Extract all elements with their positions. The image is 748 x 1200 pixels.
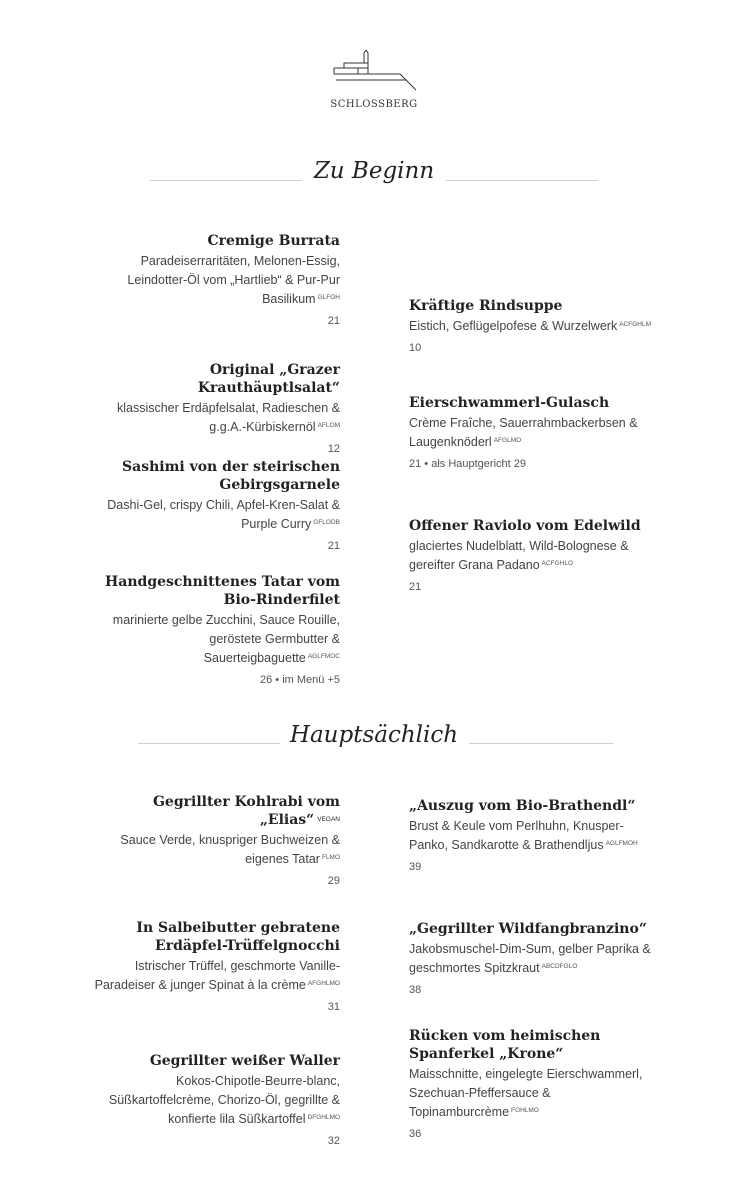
- dish-description: Dashi-Gel, crispy Chili, Apfel-Kren-Salat & Purple Curry: [107, 498, 340, 531]
- allergen-codes: GLFOH: [317, 294, 340, 301]
- allergen-codes: AFGHLMO: [307, 980, 340, 987]
- allergen-codes: FLMO: [321, 854, 340, 861]
- allergen-codes: ACFGHLO: [541, 560, 574, 567]
- dish-price: 12: [327, 443, 340, 455]
- menu-item: [80, 573, 340, 686]
- menu-item: [80, 361, 340, 455]
- dish-description: Paradeiserraritäten, Melonen-Essig, Leindotter-Öl vom „Hartlieb“ & Pur-Pur Basilikum: [127, 254, 340, 306]
- menu-item: [80, 232, 340, 327]
- dish-price: 38: [409, 984, 422, 996]
- dish-price: 32: [327, 1135, 340, 1147]
- allergen-codes: AFLOM: [317, 422, 340, 429]
- dish-name: Offener Raviolo vom Edelwild: [409, 518, 641, 534]
- allergen-codes: DFGHLMO: [307, 1114, 340, 1121]
- vegan-tag: VEGAN: [317, 816, 340, 823]
- menu-item: [409, 1027, 659, 1140]
- dish-description: Eistich, Geflügelpofese & Wurzelwerk: [409, 319, 618, 333]
- dish-price: 21: [409, 581, 422, 593]
- menu-item: [80, 1052, 340, 1147]
- dish-name: Eierschwammerl-Gulasch: [409, 395, 610, 411]
- dish-description: glaciertes Nudelblatt, Wild-Bolognese & gereifter Grana Padano: [409, 539, 629, 572]
- menu-item: [80, 919, 340, 1013]
- menu-item: [409, 920, 659, 996]
- dish-name: Gegrillter Kohlrabi vom „Elias“: [152, 794, 340, 828]
- dish-name: In Salbeibutter gebratene Erdäpfel-Trüffelgnocchi: [136, 920, 340, 954]
- allergen-codes: AGLFMOC: [307, 653, 340, 660]
- dish-description: Kokos-Chipotle-Beurre-blanc, Süßkartoffelcrème, Chorizo-Öl, gegrillte & konfierte lila Süßkartoffel: [108, 1074, 340, 1126]
- dish-description: Istrischer Trüffel, geschmorte Vanille-Paradeiser & junger Spinat à la crème: [94, 959, 340, 992]
- dish-price: 21: [327, 315, 340, 327]
- dish-name: Kräftige Rindsuppe: [409, 298, 563, 314]
- section-divider-right: [469, 743, 613, 744]
- dish-name: „Gegrillter Wildfangbranzino“: [409, 921, 647, 937]
- allergen-codes: ABCDFGLO: [541, 963, 578, 970]
- dish-description: Maisschnitte, eingelegte Eierschwammerl, Szechuan-Pfeffersauce & Topinamburcrème: [409, 1067, 643, 1119]
- dish-price: 21: [327, 540, 340, 552]
- dish-description: Crème Fraîche, Sauerrahmbackerbsen & Laugenknöderl: [409, 416, 638, 449]
- dish-price: 36: [409, 1128, 422, 1140]
- dish-price: 21 • als Hauptgericht 29: [409, 458, 526, 470]
- dish-name: Cremige Burrata: [207, 233, 340, 249]
- dish-price: 26 • im Menü +5: [260, 674, 340, 686]
- schlossberg-logo: [330, 50, 418, 92]
- dish-description: Jakobsmuschel-Dim-Sum, gelber Paprika & geschmortes Spitzkraut: [409, 942, 651, 975]
- allergen-codes: ACFGHLM: [619, 321, 651, 328]
- menu-item: [80, 793, 340, 887]
- menu-item: [80, 458, 340, 552]
- allergen-codes: AFGLMO: [493, 437, 522, 444]
- dish-price: 10: [409, 342, 422, 354]
- dish-name: „Auszug vom Bio-Brathendl“: [409, 798, 636, 814]
- dish-price: 31: [327, 1001, 340, 1013]
- brand-name: SCHLOSSBERG: [330, 99, 418, 110]
- dish-description: klassischer Erdäpfelsalat, Radieschen & g.g.A.-Kürbiskernöl: [116, 401, 340, 434]
- dish-name: Original „Grazer Krauthäuptlsalat“: [197, 362, 340, 396]
- dish-name: Rücken vom heimischen Spanferkel „Krone“: [409, 1028, 601, 1062]
- menu-item: [409, 517, 659, 593]
- section-title-hauptsaechlich: Hauptsächlich: [289, 722, 459, 748]
- dish-name: Gegrillter weißer Waller: [149, 1053, 340, 1069]
- section-title-zu-beginn: Zu Beginn: [313, 158, 435, 184]
- dish-price: 29: [327, 875, 340, 887]
- dish-description: Sauce Verde, knuspriger Buchweizen & eigenes Tatar: [120, 833, 340, 866]
- section-divider-right: [446, 180, 598, 181]
- dish-description: marinierte gelbe Zucchini, Sauce Rouille, geröstete Germbutter & Sauerteigbaguette: [112, 613, 340, 665]
- menu-item: [409, 797, 659, 873]
- menu-item: [409, 394, 659, 470]
- dish-description: Brust & Keule vom Perlhuhn, Knusper-Panko, Sandkarotte & Brathendljus: [409, 819, 624, 852]
- dish-name: Sashimi von der steirischen Gebirgsgarnele: [122, 459, 340, 493]
- allergen-codes: FGHLMO: [511, 1107, 539, 1114]
- dish-name: Handgeschnittenes Tatar vom Bio-Rinderfilet: [105, 574, 340, 608]
- allergen-codes: GFLODB: [313, 519, 340, 526]
- menu-item: [409, 297, 659, 354]
- allergen-codes: AGLFMOH: [605, 840, 638, 847]
- dish-price: 39: [409, 861, 422, 873]
